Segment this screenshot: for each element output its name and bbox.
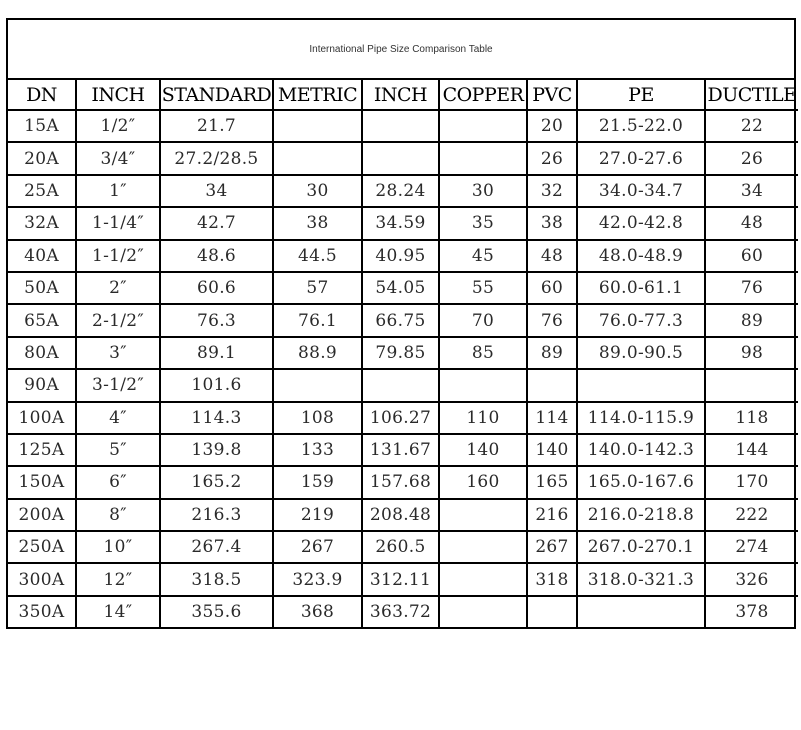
cell-pvc: 165: [527, 466, 577, 498]
cell-standard: 60.6: [160, 272, 273, 304]
cell-standard: 139.8: [160, 434, 273, 466]
cell-inch-mm: 260.5: [362, 531, 439, 563]
cell-inch: 1-1/2″: [76, 240, 160, 272]
cell-inch-mm: 157.68: [362, 466, 439, 498]
cell-copper: [439, 110, 527, 142]
cell-pe: 318.0-321.3: [577, 563, 705, 595]
cell-copper: 140: [439, 434, 527, 466]
cell-dn: 350A: [8, 596, 76, 627]
table-row: [8, 402, 798, 434]
table-row: [8, 207, 798, 239]
column-header-ductile: DUCTILE: [705, 80, 798, 110]
cell-metric: 323.9: [273, 563, 362, 595]
cell-dn: 20A: [8, 142, 76, 174]
cell-pe: 165.0-167.6: [577, 466, 705, 498]
table-title: International Pipe Size Comparison Table: [8, 20, 794, 80]
cell-metric: 368: [273, 596, 362, 627]
cell-inch: 5″: [76, 434, 160, 466]
table-row: [8, 563, 798, 595]
cell-pvc: 76: [527, 304, 577, 336]
cell-dn: 25A: [8, 175, 76, 207]
cell-copper: 85: [439, 337, 527, 369]
cell-pe: [577, 369, 705, 401]
cell-inch: 1-1/4″: [76, 207, 160, 239]
cell-metric: 267: [273, 531, 362, 563]
cell-copper: 160: [439, 466, 527, 498]
cell-ductile: 144: [705, 434, 798, 466]
cell-ductile: 378: [705, 596, 798, 627]
cell-metric: 76.1: [273, 304, 362, 336]
cell-copper: [439, 499, 527, 531]
cell-ductile: 60: [705, 240, 798, 272]
cell-pvc: 267: [527, 531, 577, 563]
cell-copper: [439, 531, 527, 563]
cell-inch: 1″: [76, 175, 160, 207]
cell-pe: 140.0-142.3: [577, 434, 705, 466]
table-row: [8, 466, 798, 498]
cell-pvc: 140: [527, 434, 577, 466]
table-row: [8, 434, 798, 466]
table-row: [8, 175, 798, 207]
cell-inch: 2″: [76, 272, 160, 304]
cell-pvc: 114: [527, 402, 577, 434]
cell-metric: 219: [273, 499, 362, 531]
cell-inch-mm: 79.85: [362, 337, 439, 369]
cell-copper: [439, 369, 527, 401]
cell-copper: 45: [439, 240, 527, 272]
cell-ductile: 89: [705, 304, 798, 336]
cell-dn: 40A: [8, 240, 76, 272]
cell-ductile: 326: [705, 563, 798, 595]
cell-standard: 48.6: [160, 240, 273, 272]
cell-dn: 50A: [8, 272, 76, 304]
cell-copper: 30: [439, 175, 527, 207]
cell-pe: [577, 596, 705, 627]
cell-metric: 30: [273, 175, 362, 207]
table-row: [8, 596, 798, 627]
cell-dn: 250A: [8, 531, 76, 563]
cell-dn: 90A: [8, 369, 76, 401]
cell-ductile: 170: [705, 466, 798, 498]
cell-pvc: 48: [527, 240, 577, 272]
cell-metric: 88.9: [273, 337, 362, 369]
cell-standard: 89.1: [160, 337, 273, 369]
cell-pvc: [527, 596, 577, 627]
cell-standard: 76.3: [160, 304, 273, 336]
cell-ductile: 48: [705, 207, 798, 239]
cell-metric: 38: [273, 207, 362, 239]
cell-standard: 42.7: [160, 207, 273, 239]
column-header-pvc: PVC: [527, 80, 577, 110]
cell-pe: 34.0-34.7: [577, 175, 705, 207]
cell-ductile: 274: [705, 531, 798, 563]
column-header-metric: METRIC: [273, 80, 362, 110]
cell-standard: 101.6: [160, 369, 273, 401]
table-row: [8, 531, 798, 563]
cell-ductile: 118: [705, 402, 798, 434]
cell-standard: 355.6: [160, 596, 273, 627]
cell-metric: 44.5: [273, 240, 362, 272]
cell-dn: 300A: [8, 563, 76, 595]
table-row: [8, 337, 798, 369]
table-row: [8, 369, 798, 401]
cell-inch-mm: [362, 369, 439, 401]
table-row: [8, 142, 798, 174]
column-header-dn: DN: [8, 80, 76, 110]
cell-pe: 60.0-61.1: [577, 272, 705, 304]
cell-dn: 80A: [8, 337, 76, 369]
cell-ductile: 222: [705, 499, 798, 531]
cell-inch: 12″: [76, 563, 160, 595]
cell-metric: [273, 110, 362, 142]
cell-inch: 6″: [76, 466, 160, 498]
cell-pe: 114.0-115.9: [577, 402, 705, 434]
table-row: [8, 272, 798, 304]
cell-dn: 150A: [8, 466, 76, 498]
cell-inch-mm: 131.67: [362, 434, 439, 466]
cell-pe: 48.0-48.9: [577, 240, 705, 272]
header-row: [8, 80, 798, 110]
cell-pvc: 318: [527, 563, 577, 595]
column-header-pe: PE: [577, 80, 705, 110]
cell-ductile: 26: [705, 142, 798, 174]
cell-inch: 10″: [76, 531, 160, 563]
cell-dn: 15A: [8, 110, 76, 142]
cell-pvc: [527, 369, 577, 401]
cell-pe: 42.0-42.8: [577, 207, 705, 239]
cell-pvc: 216: [527, 499, 577, 531]
cell-standard: 165.2: [160, 466, 273, 498]
cell-inch-mm: 363.72: [362, 596, 439, 627]
cell-inch-mm: [362, 110, 439, 142]
cell-ductile: 34: [705, 175, 798, 207]
cell-inch: 4″: [76, 402, 160, 434]
cell-ductile: 98: [705, 337, 798, 369]
cell-inch: 1/2″: [76, 110, 160, 142]
cell-metric: [273, 142, 362, 174]
cell-standard: 216.3: [160, 499, 273, 531]
table-row: [8, 110, 798, 142]
cell-standard: 27.2/28.5: [160, 142, 273, 174]
cell-inch-mm: [362, 142, 439, 174]
cell-pvc: 20: [527, 110, 577, 142]
column-header-inch-mm: INCH: [362, 80, 439, 110]
cell-inch: 3/4″: [76, 142, 160, 174]
cell-copper: 70: [439, 304, 527, 336]
cell-metric: 108: [273, 402, 362, 434]
cell-metric: [273, 369, 362, 401]
cell-copper: [439, 596, 527, 627]
cell-inch-mm: 312.11: [362, 563, 439, 595]
cell-pe: 21.5-22.0: [577, 110, 705, 142]
cell-inch-mm: 208.48: [362, 499, 439, 531]
cell-copper: [439, 142, 527, 174]
cell-copper: 35: [439, 207, 527, 239]
cell-metric: 57: [273, 272, 362, 304]
cell-copper: 55: [439, 272, 527, 304]
cell-copper: [439, 563, 527, 595]
table-row: [8, 240, 798, 272]
cell-pvc: 89: [527, 337, 577, 369]
cell-inch-mm: 28.24: [362, 175, 439, 207]
cell-inch-mm: 40.95: [362, 240, 439, 272]
cell-standard: 318.5: [160, 563, 273, 595]
cell-inch: 3-1/2″: [76, 369, 160, 401]
cell-ductile: [705, 369, 798, 401]
cell-pe: 216.0-218.8: [577, 499, 705, 531]
column-header-copper: COPPER: [439, 80, 527, 110]
cell-pe: 267.0-270.1: [577, 531, 705, 563]
cell-dn: 32A: [8, 207, 76, 239]
cell-inch: 8″: [76, 499, 160, 531]
cell-inch-mm: 34.59: [362, 207, 439, 239]
column-header-inch: INCH: [76, 80, 160, 110]
column-header-standard: STANDARD: [160, 80, 273, 110]
cell-inch-mm: 54.05: [362, 272, 439, 304]
table-body: [8, 110, 798, 627]
cell-ductile: 22: [705, 110, 798, 142]
cell-inch: 3″: [76, 337, 160, 369]
cell-metric: 159: [273, 466, 362, 498]
cell-standard: 21.7: [160, 110, 273, 142]
cell-standard: 267.4: [160, 531, 273, 563]
pipe-size-table-sheet: [6, 18, 796, 629]
cell-dn: 125A: [8, 434, 76, 466]
cell-inch: 14″: [76, 596, 160, 627]
cell-dn: 200A: [8, 499, 76, 531]
cell-pvc: 26: [527, 142, 577, 174]
cell-pe: 27.0-27.6: [577, 142, 705, 174]
cell-dn: 65A: [8, 304, 76, 336]
cell-ductile: 76: [705, 272, 798, 304]
comparison-table: [8, 80, 798, 627]
cell-inch: 2-1/2″: [76, 304, 160, 336]
cell-pe: 89.0-90.5: [577, 337, 705, 369]
cell-pvc: 38: [527, 207, 577, 239]
cell-metric: 133: [273, 434, 362, 466]
cell-inch-mm: 66.75: [362, 304, 439, 336]
cell-pe: 76.0-77.3: [577, 304, 705, 336]
cell-pvc: 60: [527, 272, 577, 304]
cell-copper: 110: [439, 402, 527, 434]
cell-dn: 100A: [8, 402, 76, 434]
cell-standard: 114.3: [160, 402, 273, 434]
cell-inch-mm: 106.27: [362, 402, 439, 434]
cell-standard: 34: [160, 175, 273, 207]
table-row: [8, 499, 798, 531]
table-row: [8, 304, 798, 336]
cell-pvc: 32: [527, 175, 577, 207]
